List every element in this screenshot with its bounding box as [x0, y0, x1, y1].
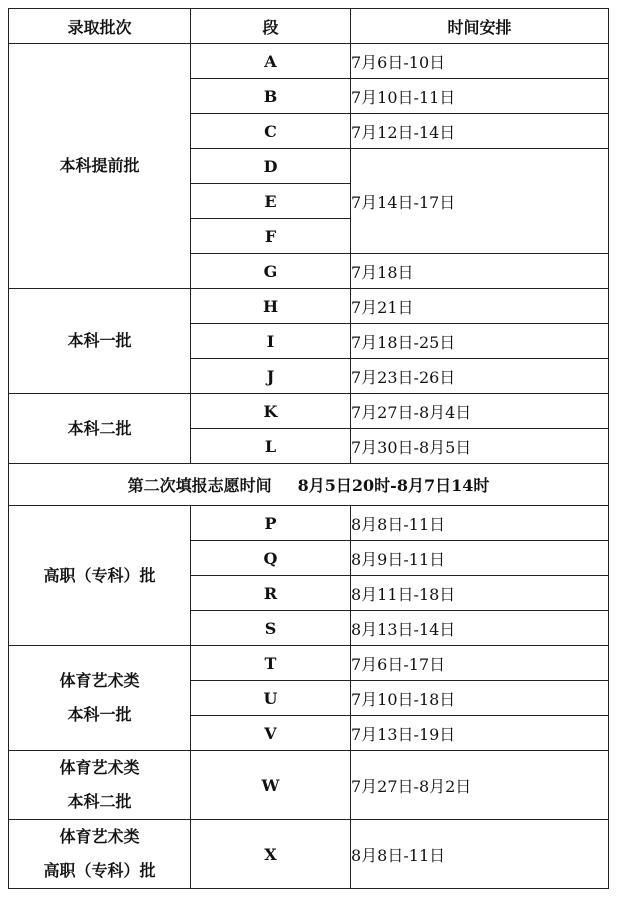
time-cell: 7月21日 — [351, 289, 609, 324]
table-row — [9, 394, 609, 429]
time-cell: 8月8日-11日 — [351, 506, 609, 541]
time-cell: 7月27日-8月4日 — [351, 394, 609, 429]
time-cell: 8月8日-11日 — [351, 820, 609, 889]
batch-label-first: 本科一批 — [9, 289, 191, 394]
segment-cell: J — [191, 359, 351, 394]
segment-cell: B — [191, 79, 351, 114]
batch-label-line: 体育艺术类 — [59, 671, 140, 690]
segment-cell: F — [191, 219, 351, 254]
segment-cell: V — [191, 716, 351, 751]
notice-row — [9, 464, 609, 506]
segment-cell: X — [191, 820, 351, 889]
time-cell: 7月23日-26日 — [351, 359, 609, 394]
segment-cell: U — [191, 681, 351, 716]
batch-label-line: 高职（专科）批 — [43, 861, 156, 880]
table-row — [9, 506, 609, 541]
time-cell: 7月14日-17日 — [351, 149, 609, 254]
header-row — [9, 9, 609, 44]
segment-cell: G — [191, 254, 351, 289]
batch-label-sports-second — [9, 751, 191, 820]
table-row — [9, 289, 609, 324]
time-cell: 7月10日-11日 — [351, 79, 609, 114]
time-cell: 8月9日-11日 — [351, 541, 609, 576]
segment-cell: E — [191, 184, 351, 219]
batch-label-vocational: 高职（专科）批 — [9, 506, 191, 646]
notice-time: 8月5日20时-8月7日14时 — [297, 476, 490, 495]
segment-cell: C — [191, 114, 351, 149]
batch-label-second: 本科二批 — [9, 394, 191, 464]
segment-cell: W — [191, 751, 351, 820]
time-cell: 8月11日-18日 — [351, 576, 609, 611]
time-cell: 7月13日-19日 — [351, 716, 609, 751]
time-cell: 7月18日-25日 — [351, 324, 609, 359]
batch-label-line: 体育艺术类 — [59, 758, 140, 777]
time-cell: 7月6日-17日 — [351, 646, 609, 681]
time-cell: 7月12日-14日 — [351, 114, 609, 149]
time-cell: 7月18日 — [351, 254, 609, 289]
batch-label-line: 体育艺术类 — [59, 827, 140, 846]
segment-cell: K — [191, 394, 351, 429]
header-segment: 段 — [191, 9, 351, 44]
time-cell: 7月30日-8月5日 — [351, 429, 609, 464]
batch-label-line: 本科二批 — [67, 792, 132, 811]
segment-cell: R — [191, 576, 351, 611]
notice-label: 第二次填报志愿时间 — [127, 476, 272, 495]
segment-cell: D — [191, 149, 351, 184]
second-application-notice — [9, 464, 609, 506]
header-batch: 录取批次 — [9, 9, 191, 44]
segment-cell: I — [191, 324, 351, 359]
batch-label-line: 本科一批 — [67, 705, 132, 724]
segment-cell: T — [191, 646, 351, 681]
table-row — [9, 820, 609, 889]
table-row — [9, 646, 609, 681]
time-cell: 7月10日-18日 — [351, 681, 609, 716]
segment-cell: L — [191, 429, 351, 464]
table-row — [9, 44, 609, 79]
segment-cell: H — [191, 289, 351, 324]
batch-label-sports-first — [9, 646, 191, 751]
batch-label-advance: 本科提前批 — [9, 44, 191, 289]
segment-cell: A — [191, 44, 351, 79]
segment-cell: Q — [191, 541, 351, 576]
time-cell: 7月6日-10日 — [351, 44, 609, 79]
batch-label-sports-vocational — [9, 820, 191, 889]
time-cell: 8月13日-14日 — [351, 611, 609, 646]
table-row — [9, 751, 609, 820]
time-cell: 7月27日-8月2日 — [351, 751, 609, 820]
segment-cell: P — [191, 506, 351, 541]
admission-schedule-table — [8, 8, 609, 889]
header-time: 时间安排 — [351, 9, 609, 44]
segment-cell: S — [191, 611, 351, 646]
